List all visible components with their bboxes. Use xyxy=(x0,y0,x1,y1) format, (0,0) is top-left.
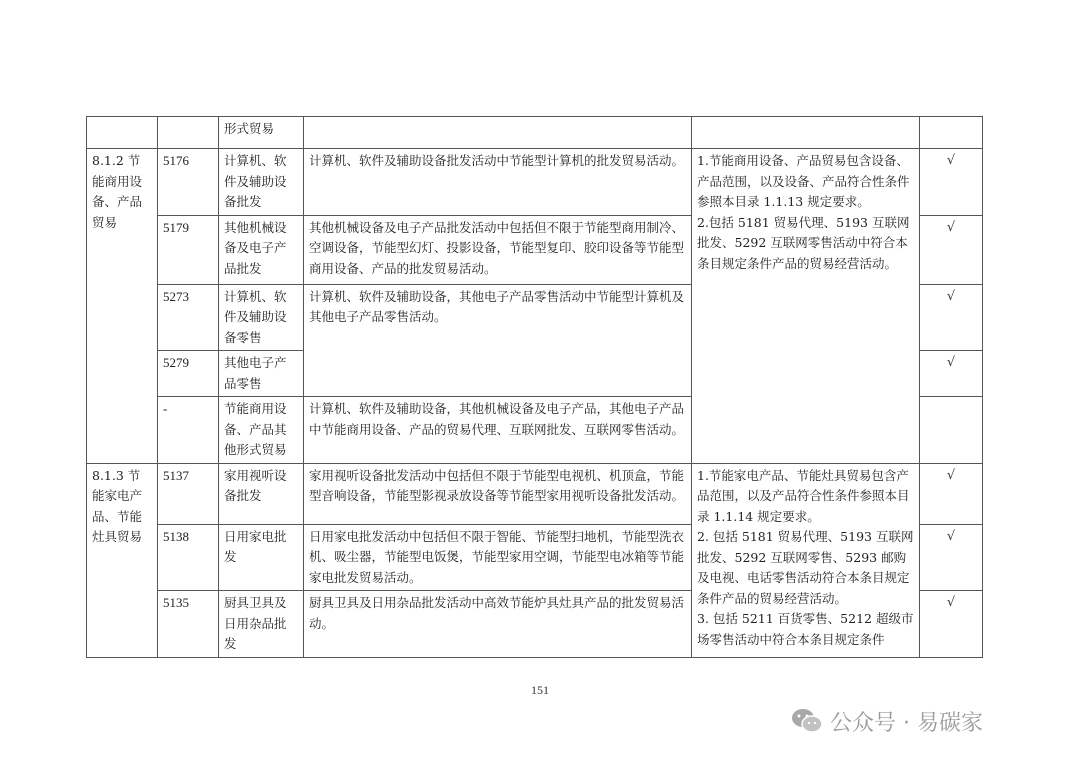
check-mark: √ xyxy=(920,351,983,397)
desc-cell: 厨具卫具及日用杂品批发活动中高效节能炉具灶具产品的批发贸易活动。 xyxy=(304,591,692,658)
name-cell: 家用视听设备批发 xyxy=(219,463,304,524)
name-cell: 其他机械设备及电子产品批发 xyxy=(219,215,304,284)
desc-cell: 计算机、软件及辅助设备，其他电子产品零售活动中节能型计算机及其他电子产品零售活动。 xyxy=(304,284,692,397)
code-cell: 5137 xyxy=(158,463,219,524)
code-cell: 5135 xyxy=(158,591,219,658)
watermark-text: 公众号 · 易碳家 xyxy=(830,710,983,736)
category-cell: 8.1.2 节能商用设备、产品贸易 xyxy=(87,149,158,464)
code-cell: 5176 xyxy=(158,149,219,216)
category-cell: 8.1.3 节能家电产品、节能灶具贸易 xyxy=(87,463,158,657)
name-cell: 形式贸易 xyxy=(219,117,304,149)
desc-cell: 计算机、软件及辅助设备批发活动中节能型计算机的批发贸易活动。 xyxy=(304,149,692,216)
category-cell xyxy=(87,117,158,149)
code-cell: 5138 xyxy=(158,524,219,591)
watermark xyxy=(790,703,983,739)
desc-cell: 其他机械设备及电子产品批发活动中包括但不限于节能型商用制冷、空调设备，节能型幻灯、投影设备，节能型复印、胶印设备等节能型商用设备、产品的批发贸易活动。 xyxy=(304,215,692,284)
name-cell: 厨具卫具及日用杂品批发 xyxy=(219,591,304,658)
name-cell: 计算机、软件及辅助设备零售 xyxy=(219,284,304,351)
wechat-icon xyxy=(790,707,824,735)
name-cell: 其他电子产品零售 xyxy=(219,351,304,397)
check-mark: √ xyxy=(920,591,983,658)
note-cell xyxy=(692,463,920,657)
check-mark: √ xyxy=(920,524,983,591)
code-cell: - xyxy=(158,397,219,464)
note-text: 2. 包括 5181 贸易代理、5193 互联网批发、5292 互联网零售、5293 邮购及电视、电话零售活动符合本条目规定条件产品的贸易经营活动。 xyxy=(697,529,914,606)
check-cell xyxy=(920,397,983,464)
check-mark: √ xyxy=(920,149,983,216)
desc-cell: 家用视听设备批发活动中包括但不限于节能型电视机、机顶盒，节能型音响设备，节能型影视录放设备等节能型家用视听设备批发活动。 xyxy=(304,463,692,524)
note-cell xyxy=(692,117,920,149)
note-cell xyxy=(692,149,920,464)
catalog-table xyxy=(86,116,983,658)
check-mark: √ xyxy=(920,463,983,524)
desc-cell: 计算机、软件及辅助设备，其他机械设备及电子产品，其他电子产品中节能商用设备、产品的贸易代理、互联网批发、互联网零售活动。 xyxy=(304,397,692,464)
note-text: 2.包括 5181 贸易代理、5193 互联网批发、5292 互联网零售活动中符合本条目规定条件产品的贸易经营活动。 xyxy=(697,214,910,271)
code-cell xyxy=(158,117,219,149)
table-row xyxy=(87,117,983,149)
page-number: 151 xyxy=(531,683,549,697)
table-row xyxy=(87,463,983,524)
check-mark: √ xyxy=(920,284,983,351)
code-cell: 5279 xyxy=(158,351,219,397)
check-cell xyxy=(920,117,983,149)
note-text: 1.节能家电产品、节能灶具贸易包含产品范围，以及产品符合性条件参照本目录 1.1.14 规定要求。 xyxy=(697,467,910,524)
note-text: 1.节能商用设备、产品贸易包含设备、产品范围，以及设备、产品符合性条件参照本目录 1.1.13 规定要求。 xyxy=(697,153,910,209)
check-mark: √ xyxy=(920,215,983,284)
name-cell: 节能商用设备、产品其他形式贸易 xyxy=(219,397,304,464)
name-cell: 计算机、软件及辅助设备批发 xyxy=(219,149,304,216)
desc-cell xyxy=(304,117,692,149)
name-cell: 日用家电批发 xyxy=(219,524,304,591)
code-cell: 5179 xyxy=(158,215,219,284)
table-row xyxy=(87,149,983,216)
code-cell: 5273 xyxy=(158,284,219,351)
note-text: 3. 包括 5211 百货零售、5212 超级市场零售活动中符合本条目规定条件 xyxy=(697,611,914,647)
desc-cell: 日用家电批发活动中包括但不限于智能、节能型扫地机，节能型洗衣机、吸尘器，节能型电饭煲，节能型家用空调，节能型电冰箱等节能家电批发贸易活动。 xyxy=(304,524,692,591)
